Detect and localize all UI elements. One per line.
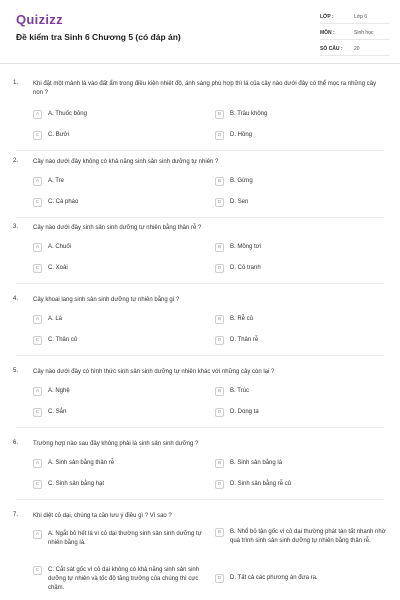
- option-letter-badge: B: [215, 177, 224, 186]
- question-7: [0, 506, 400, 600]
- meta-row-subject: [320, 26, 390, 40]
- meta-value: 20: [354, 45, 360, 52]
- question-number: 1.: [13, 80, 19, 86]
- question-2: [0, 152, 400, 224]
- option-text: A. Chuối: [48, 244, 72, 250]
- option-letter-badge: A: [33, 177, 42, 186]
- option-text: D. Cỏ tranh: [230, 265, 261, 271]
- question-divider: [16, 150, 384, 151]
- worksheet-meta: [320, 10, 390, 58]
- question-text: Cây nào dưới đây không có khả năng sinh sản sinh dưỡng tự nhiên ?: [33, 159, 219, 165]
- option-letter-badge: C: [33, 198, 42, 207]
- option-letter-badge: A: [33, 459, 42, 468]
- option-b[interactable]: [215, 243, 385, 252]
- option-text: C. Thân củ: [48, 337, 78, 343]
- option-letter-badge: D: [215, 574, 224, 583]
- question-3: [0, 218, 400, 290]
- option-text: A. Thuốc bỏng: [48, 111, 87, 117]
- question-text: Cây khoai lang sinh sản sinh dưỡng tự nhiên bằng gì ?: [33, 297, 180, 303]
- question-1: [0, 74, 400, 146]
- option-text: A. Tre: [48, 178, 65, 184]
- question-text: Khi diệt cỏ dại, chúng ta cần lưu ý điều gì ? Vì sao ?: [33, 513, 172, 519]
- option-letter-badge: D: [215, 198, 224, 207]
- quizizz-logo: Quizizz: [16, 12, 63, 27]
- option-a[interactable]: [33, 387, 203, 396]
- option-c[interactable]: [33, 198, 203, 207]
- meta-row-count: [320, 42, 390, 56]
- option-text: D. Thân rễ: [230, 337, 259, 343]
- option-a[interactable]: [33, 243, 203, 252]
- option-d[interactable]: [215, 408, 385, 417]
- option-d[interactable]: [215, 336, 385, 345]
- option-letter-badge: B: [215, 459, 224, 468]
- option-text: C. Bưởi: [48, 132, 69, 138]
- option-letter-badge: C: [33, 264, 42, 273]
- question-number: 4.: [13, 296, 19, 302]
- option-text: B. Nhổ bỏ tận gốc vì cỏ dại thường phát tán tất nhanh nhờ quá trình sinh sản sinh dưỡng tự nhiên bằng thân rễ.: [230, 529, 386, 544]
- question-number: 2.: [13, 158, 19, 164]
- option-d[interactable]: [215, 131, 385, 140]
- meta-row-class: [320, 10, 390, 24]
- option-text: B. Gừng: [230, 178, 253, 184]
- option-b[interactable]: [215, 110, 385, 119]
- question-4: [0, 290, 400, 362]
- option-a[interactable]: [33, 530, 205, 548]
- option-a[interactable]: [33, 110, 203, 119]
- question-divider: [16, 355, 384, 356]
- question-number: 3.: [13, 224, 19, 230]
- option-d[interactable]: [215, 264, 385, 273]
- option-letter-badge: B: [215, 110, 224, 119]
- question-text: Cây nào dưới đây có hình thức sinh sản sinh dưỡng tự nhiên khác với những cây còn lại ?: [33, 369, 275, 375]
- option-text: A. Lá: [48, 316, 63, 322]
- option-c[interactable]: [33, 566, 205, 593]
- option-text: C. Cắt sát gốc vì cỏ dại không có khả năng sinh sản sinh dưỡng tự nhiên và tốc độ tăng trưởng của chúng thì cực chậm.: [48, 567, 200, 591]
- option-letter-badge: B: [215, 528, 224, 537]
- option-b[interactable]: [215, 387, 385, 396]
- option-letter-badge: D: [215, 264, 224, 273]
- option-letter-badge: C: [33, 480, 42, 489]
- option-letter-badge: B: [215, 387, 224, 396]
- option-text: D. Sinh sản bằng rễ củ: [230, 481, 292, 487]
- option-text: A. Sinh sản bằng thân rễ: [48, 460, 115, 466]
- option-b[interactable]: [215, 177, 385, 186]
- question-divider: [16, 499, 384, 500]
- option-text: B. Trầu không: [230, 111, 268, 117]
- option-text: D. Dong ta: [230, 409, 259, 415]
- option-letter-badge: B: [215, 315, 224, 324]
- option-letter-badge: D: [215, 480, 224, 489]
- meta-value: Sinh học: [354, 29, 374, 36]
- option-c[interactable]: [33, 336, 203, 345]
- option-text: C. Cà pháo: [48, 199, 79, 205]
- option-text: B. Mồng tơi: [230, 244, 261, 250]
- option-letter-badge: A: [33, 243, 42, 252]
- option-text: C. Xoài: [48, 265, 68, 271]
- option-a[interactable]: [33, 315, 203, 324]
- option-c[interactable]: [33, 480, 203, 489]
- worksheet-title: Đề kiểm tra Sinh 6 Chương 5 (có đáp án): [16, 32, 181, 42]
- question-text: Trường hợp nào sau đây không phải là sinh sản sinh dưỡng ?: [33, 441, 199, 447]
- option-a[interactable]: [33, 459, 203, 468]
- question-text: Khi đặt một mảnh lá vào đất ẩm trong điều kiện nhiệt độ, ánh sáng phù hợp thì lá của cây nào dưới đây có thể mọc ra những cây non ?: [33, 81, 377, 96]
- option-b[interactable]: [215, 528, 387, 546]
- option-text: D. Tất cả các phương án đưa ra.: [230, 575, 318, 581]
- option-text: B. Trúc: [230, 388, 250, 394]
- option-letter-badge: C: [33, 566, 42, 575]
- option-letter-badge: A: [33, 387, 42, 396]
- option-letter-badge: A: [33, 110, 42, 119]
- option-letter-badge: A: [33, 315, 42, 324]
- option-text: A. Nghệ: [48, 388, 70, 394]
- question-5: [0, 362, 400, 434]
- option-letter-badge: A: [33, 530, 42, 539]
- option-letter-badge: B: [215, 243, 224, 252]
- option-c[interactable]: [33, 408, 203, 417]
- option-c[interactable]: [33, 131, 203, 140]
- option-text: D. Sen: [230, 199, 249, 205]
- option-b[interactable]: [215, 315, 385, 324]
- meta-label: LỚP :: [320, 13, 334, 20]
- meta-label: MÔN :: [320, 29, 335, 36]
- question-number: 7.: [13, 512, 19, 518]
- question-6: [0, 434, 400, 506]
- option-c[interactable]: [33, 264, 203, 273]
- meta-label: SỐ CÂU :: [320, 45, 343, 52]
- option-letter-badge: D: [215, 131, 224, 140]
- option-d[interactable]: [215, 480, 385, 489]
- question-divider: [16, 427, 384, 428]
- option-text: D. Hồng: [230, 132, 253, 138]
- question-list: [0, 74, 400, 600]
- option-text: C. Sinh sản bằng hạt: [48, 481, 105, 487]
- option-text: A. Ngắt bỏ hết lá vì cỏ dại thường sinh sản sinh dưỡng tự nhiên bằng lá.: [48, 531, 202, 546]
- question-text: Cây nào dưới đây sinh sản sinh dưỡng tự nhiên bằng thân rễ ?: [33, 225, 202, 231]
- question-number: 5.: [13, 368, 19, 374]
- question-number: 6.: [13, 440, 19, 446]
- option-b[interactable]: [215, 459, 385, 468]
- option-letter-badge: D: [215, 408, 224, 417]
- option-letter-badge: D: [215, 336, 224, 345]
- option-text: C. Sắn: [48, 409, 67, 415]
- question-divider: [16, 283, 384, 284]
- option-a[interactable]: [33, 177, 203, 186]
- option-letter-badge: C: [33, 408, 42, 417]
- meta-value: Lớp 6: [354, 13, 368, 20]
- option-d[interactable]: [215, 198, 385, 207]
- option-text: B. Rễ củ: [230, 316, 254, 322]
- option-letter-badge: C: [33, 336, 42, 345]
- option-d[interactable]: [215, 574, 387, 583]
- option-letter-badge: C: [33, 131, 42, 140]
- worksheet-header: [0, 0, 400, 64]
- option-text: B. Sinh sản bằng lá: [230, 460, 283, 466]
